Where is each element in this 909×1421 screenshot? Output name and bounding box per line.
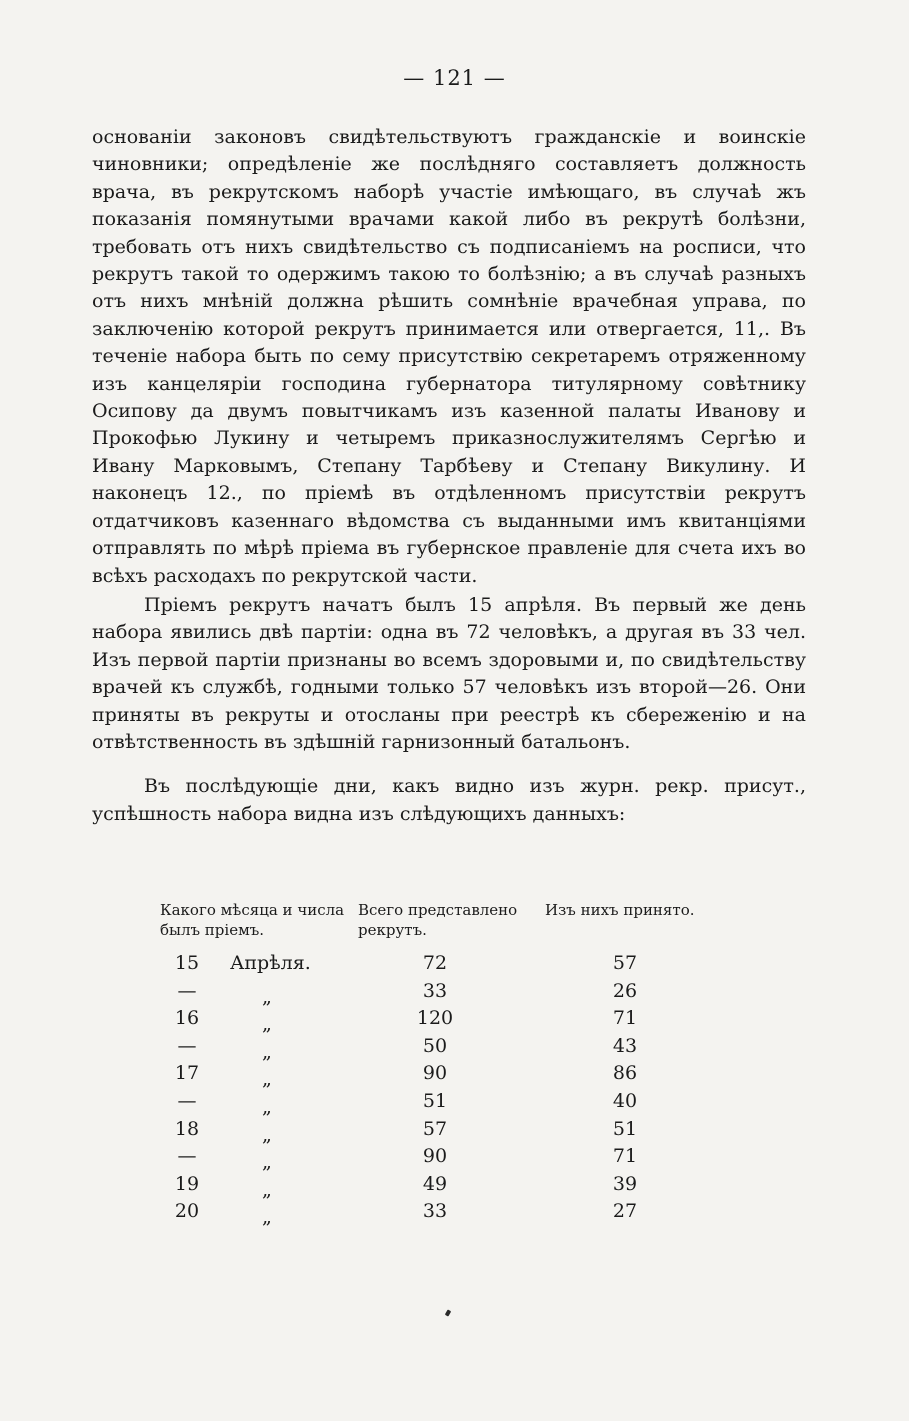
cell-month-ditto: „ [262, 1178, 272, 1201]
cell-accepted: 86 [612, 1062, 638, 1085]
cell-accepted: 71 [612, 1007, 638, 1030]
cell-day: 20 [174, 1200, 200, 1223]
cell-total: 50 [422, 1034, 448, 1057]
cell-total: 33 [422, 1200, 448, 1223]
cell-accepted: 51 [612, 1117, 638, 1140]
table-row [160, 1143, 760, 1174]
table-row [160, 950, 760, 978]
table-row [160, 1171, 760, 1199]
paragraph-reception-start: Пріемъ рекрутъ начатъ былъ 15 апрѣля. Въ первый же день набора явились двѣ партіи: одна въ 72 человѣкъ, а другая въ 33 чел. Изъ первой партіи признаны во всемъ здоровыми и, по свидѣтельству врачей къ службѣ, годными только 57 человѣкъ изъ второй—26. Они приняты въ рекруты и отосланы при реестрѣ къ сбереженію и на отвѣтственность въ здѣшній гарнизонный батальонъ. [92, 593, 806, 753]
cell-total: 90 [422, 1145, 448, 1168]
paragraph-continuation: основаніи законовъ свидѣтельствуютъ гражданскіе и воинскіе чиновники; опредѣленіе же послѣдняго составляетъ должность врача, въ рекрутскомъ наборѣ участіе имѣющаго, въ случаѣ жъ показанія помянутыми врачами какой либо въ рекрутѣ болѣзни, требовать отъ нихъ свидѣтельство съ подписаніемъ на росписи, что рекрутъ такой то одержимъ такою то болѣзнію; а въ случаѣ разныхъ отъ нихъ мнѣній должна рѣшить сомнѣніе врачебная управа, по заключенію которой рекрутъ принимается или отвергается, 11,. Въ теченіе набора быть по сему присутствію секретаремъ отряженному изъ канцеляріи господина губернатора титулярному совѣтнику Осипову да двумъ повытчикамъ изъ казенной палаты Иванову и Прокофью Лукину и четыремъ приказнослужителямъ Сергѣю и Ивану Марковымъ, Степану Тарбѣеву и Степану Викулину. И наконецъ 12., по пріемѣ въ отдѣленномъ присутствіи рекрутъ отдатчиковъ казеннаго вѣдомства съ выданными имъ квитанціями отправлять по мѣрѣ пріема въ губернское правленіе для счета ихъ во всѣхъ расходахъ по рекрутской части. [92, 126, 806, 587]
recruitment-table [160, 900, 760, 1229]
table-row [160, 1198, 760, 1229]
table-row [160, 978, 760, 1006]
table-row [160, 1088, 760, 1116]
table-row [160, 1060, 760, 1091]
table-header [160, 900, 760, 950]
cell-month-ditto: „ [262, 1206, 272, 1229]
cell-day: 16 [174, 1007, 200, 1030]
cell-month-ditto: „ [262, 1095, 272, 1118]
header-total: Всего представлено рекрутъ. [358, 901, 518, 939]
cell-day: — [177, 1145, 197, 1168]
cell-total: 51 [422, 1089, 448, 1112]
cell-total: 120 [416, 1007, 454, 1030]
page-number: — 121 — [403, 66, 506, 90]
body-text [92, 124, 806, 828]
ink-speck [445, 1309, 451, 1316]
paragraph-following-days: Въ послѣдующіе дни, какъ видно изъ журн. рекр. присут., успѣшность набора видна изъ слѣдующихъ данныхъ: [92, 775, 806, 825]
cell-accepted: 43 [612, 1034, 638, 1057]
cell-month-ditto: „ [262, 985, 272, 1008]
table-row [160, 1033, 760, 1061]
cell-total: 90 [422, 1062, 448, 1085]
cell-total: 72 [422, 952, 448, 974]
cell-day: 18 [174, 1117, 200, 1140]
cell-month-ditto: „ [262, 1040, 272, 1063]
cell-day: — [177, 1034, 197, 1057]
cell-month-ditto: „ [262, 1151, 272, 1174]
cell-total: 57 [422, 1117, 448, 1140]
cell-month-ditto: „ [262, 1068, 272, 1091]
cell-month-ditto: „ [262, 1123, 272, 1146]
table-row [160, 1005, 760, 1036]
cell-day: 15 [174, 952, 200, 974]
cell-accepted: 57 [612, 952, 638, 974]
table-row [160, 1116, 760, 1144]
header-accepted: Изъ нихъ принято. [545, 901, 695, 919]
cell-total: 49 [422, 1172, 448, 1195]
cell-total: 33 [422, 979, 448, 1002]
cell-day: 17 [174, 1062, 200, 1085]
cell-month-ditto: „ [262, 1013, 272, 1036]
cell-day: 19 [174, 1172, 200, 1195]
cell-accepted: 71 [612, 1145, 638, 1168]
cell-accepted: 27 [612, 1200, 638, 1223]
cell-month: Апрѣля. [230, 952, 311, 974]
cell-accepted: 39 [612, 1172, 638, 1195]
cell-accepted: 40 [612, 1089, 638, 1112]
header-date: Какого мѣсяца и числа былъ пріемъ. [160, 901, 345, 939]
cell-day: — [177, 979, 197, 1002]
cell-day: — [177, 1089, 197, 1112]
cell-accepted: 26 [612, 979, 638, 1002]
